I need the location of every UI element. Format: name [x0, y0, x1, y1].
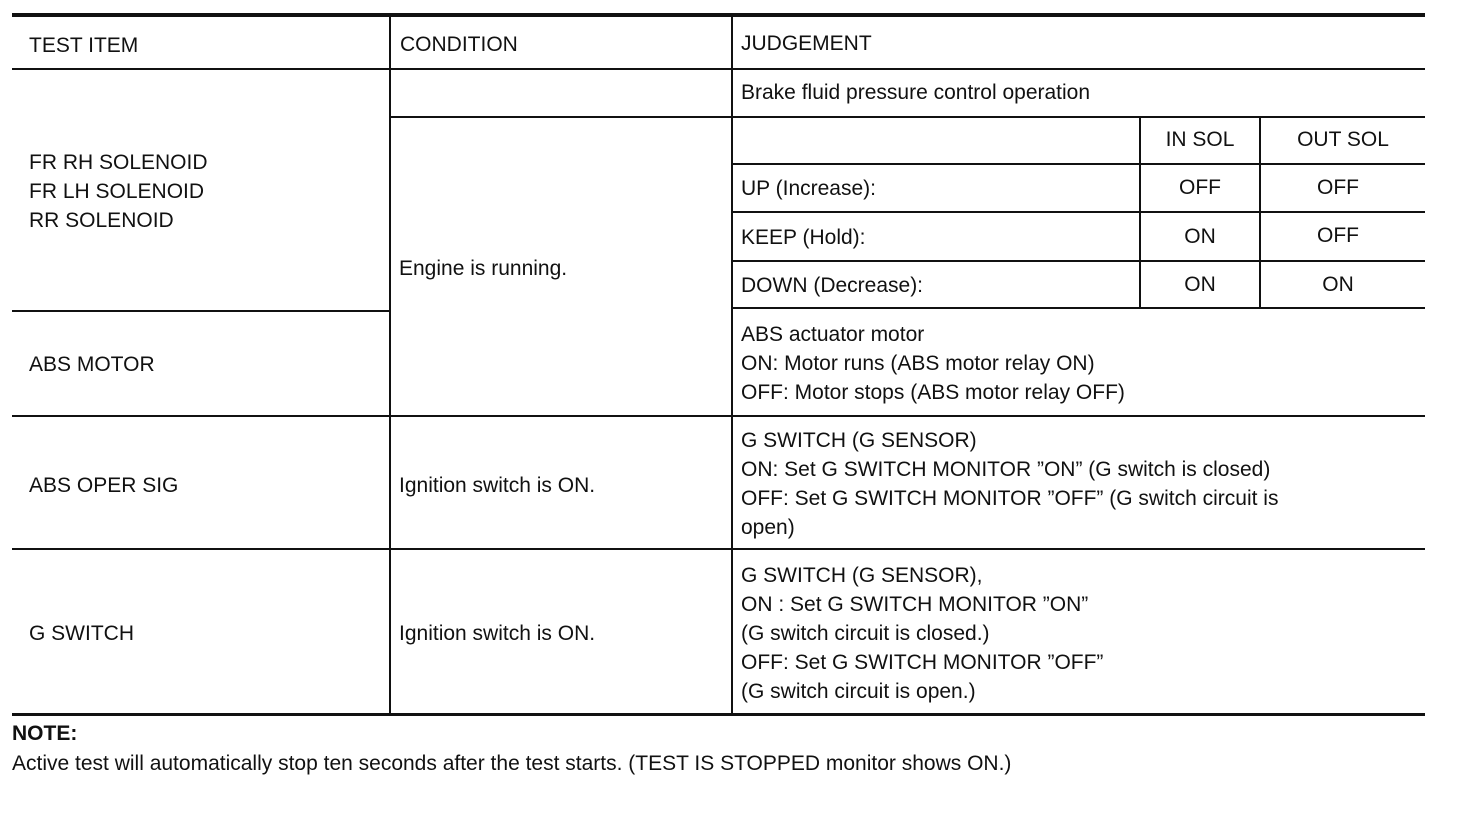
row-divider [12, 548, 1425, 550]
row-divider [733, 260, 1425, 262]
note-text: Active test will automatically stop ten seconds after the test starts. (TEST IS STOPPED monitor shows ON.) [12, 752, 1012, 775]
judgement-line: G SWITCH (G SENSOR), [741, 564, 983, 587]
engine-condition: Engine is running. [399, 257, 568, 280]
in-sol-header: IN SOL [1165, 128, 1235, 151]
column-divider-2 [731, 17, 733, 715]
abs-oper-sig-condition: Ignition switch is ON. [399, 474, 596, 497]
abs-motor-judgement [741, 320, 1125, 407]
row-divider [733, 211, 1425, 213]
abs-oper-sig-test-item: ABS OPER SIG [29, 474, 179, 497]
solenoid-test-items [29, 148, 208, 235]
in-sol-value: ON [1184, 273, 1216, 296]
g-switch-test-item: G SWITCH [29, 622, 134, 645]
solenoid-row-label: UP (Increase): [741, 177, 876, 200]
row-divider [733, 163, 1425, 165]
judgement-line: OFF: Set G SWITCH MONITOR ”OFF” (G switch circuit is [741, 487, 1279, 510]
in-sol-value: ON [1184, 225, 1216, 248]
row-divider [12, 415, 1425, 417]
g-switch-condition: Ignition switch is ON. [399, 622, 596, 645]
abs-oper-sig-judgement [741, 426, 1278, 542]
out-sol-value: OFF [1317, 176, 1359, 199]
column-divider-1 [389, 17, 391, 715]
table-bottom-border [12, 713, 1425, 716]
row-divider [391, 116, 1425, 118]
test-item: RR SOLENOID [29, 209, 174, 232]
solenoid-row-label: DOWN (Decrease): [741, 274, 924, 297]
solenoid-row-label: KEEP (Hold): [741, 226, 866, 249]
out-sol-value: ON [1322, 273, 1354, 296]
judgement-line: (G switch circuit is open.) [741, 680, 976, 703]
test-item: FR RH SOLENOID [29, 151, 208, 174]
row-divider [733, 307, 1425, 309]
judgement-line: OFF: Set G SWITCH MONITOR ”OFF” [741, 651, 1104, 674]
row-divider [12, 310, 391, 312]
judgement-line: ON: Set G SWITCH MONITOR ”ON” (G switch is closed) [741, 458, 1271, 481]
judgement-line: open) [741, 516, 795, 539]
test-item: FR LH SOLENOID [29, 180, 205, 203]
header-bottom-border [12, 68, 1425, 70]
judgement-line: G SWITCH (G SENSOR) [741, 429, 977, 452]
judgement-line: (G switch circuit is closed.) [741, 622, 990, 645]
note-heading: NOTE: [12, 722, 78, 745]
in-sol-value: OFF [1179, 176, 1221, 199]
header-judgement: JUDGEMENT [741, 32, 872, 55]
table-top-border [12, 13, 1425, 17]
out-sol-header: OUT SOL [1297, 128, 1389, 151]
header-condition: CONDITION [400, 33, 518, 56]
judgement-line: ABS actuator motor [741, 323, 925, 346]
header-test-item: TEST ITEM [29, 34, 139, 57]
out-sol-value: OFF [1317, 224, 1359, 247]
g-switch-judgement [741, 561, 1103, 706]
judgement-line: ON: Motor runs (ABS motor relay ON) [741, 352, 1095, 375]
judgement-title: Brake fluid pressure control operation [741, 81, 1091, 104]
abs-motor-test-item: ABS MOTOR [29, 353, 155, 376]
judgement-line: OFF: Motor stops (ABS motor relay OFF) [741, 381, 1125, 404]
judgement-line: ON : Set G SWITCH MONITOR ”ON” [741, 593, 1089, 616]
